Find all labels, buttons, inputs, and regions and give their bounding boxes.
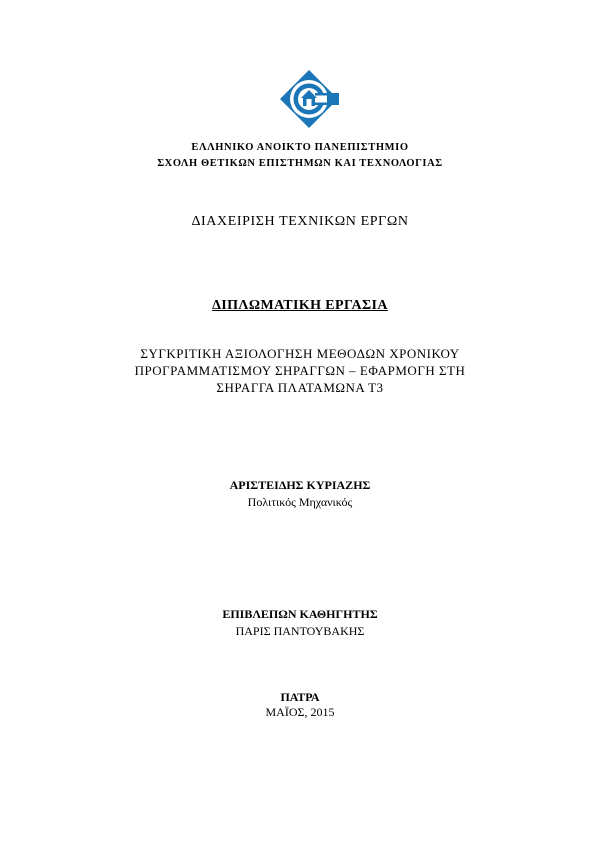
program-name: ΔΙΑΧΕΙΡΙΣΗ ΤΕΧΝΙΚΩΝ ΕΡΓΩΝ: [191, 214, 409, 229]
supervisor-label: ΕΠΙΒΛΕΠΩΝ ΚΑΘΗΓΗΤΗΣ: [222, 607, 378, 621]
document-type: ΔΙΠΛΩΜΑΤΙΚΗ ΕΡΓΑΣΙΑ: [212, 298, 388, 313]
place: ΠΑΤΡΑ: [280, 690, 320, 704]
author-title: Πολιτικός Μηχανικός: [247, 495, 353, 509]
subject-line-3: ΣΗΡΑΓΓΑ ΠΛΑΤΑΜΩΝΑ Τ3: [216, 380, 384, 395]
supervisor-name: ΠΑΡΙΣ ΠΑΝΤΟΥΒΑΚΗΣ: [235, 624, 365, 638]
author-name: ΑΡΙΣΤΕΙΔΗΣ ΚΥΡΙΑΖΗΣ: [229, 478, 371, 492]
subject-line-1: ΣΥΓΚΡΙΤΙΚΗ ΑΞΙΟΛΟΓΗΣΗ ΜΕΘΟΔΩΝ ΧΡΟΝΙΚΟΥ: [140, 346, 460, 361]
hou-logo-icon: [279, 69, 339, 129]
university-name: ΕΛΛΗΝΙΚΟ ΑΝΟΙΚΤΟ ΠΑΝΕΠΙΣΤΗΜΙΟ: [191, 142, 409, 153]
date: ΜΑΪΟΣ, 2015: [265, 705, 335, 719]
school-name: ΣΧΟΛΗ ΘΕΤΙΚΩΝ ΕΠΙΣΤΗΜΩΝ ΚΑΙ ΤΕΧΝΟΛΟΓΙΑΣ: [157, 158, 443, 169]
subject-line-2: ΠΡΟΓΡΑΜΜΑΤΙΣΜΟΥ ΣΗΡΑΓΓΩΝ – ΕΦΑΡΜΟΓΗ ΣΤΗ: [134, 363, 466, 378]
